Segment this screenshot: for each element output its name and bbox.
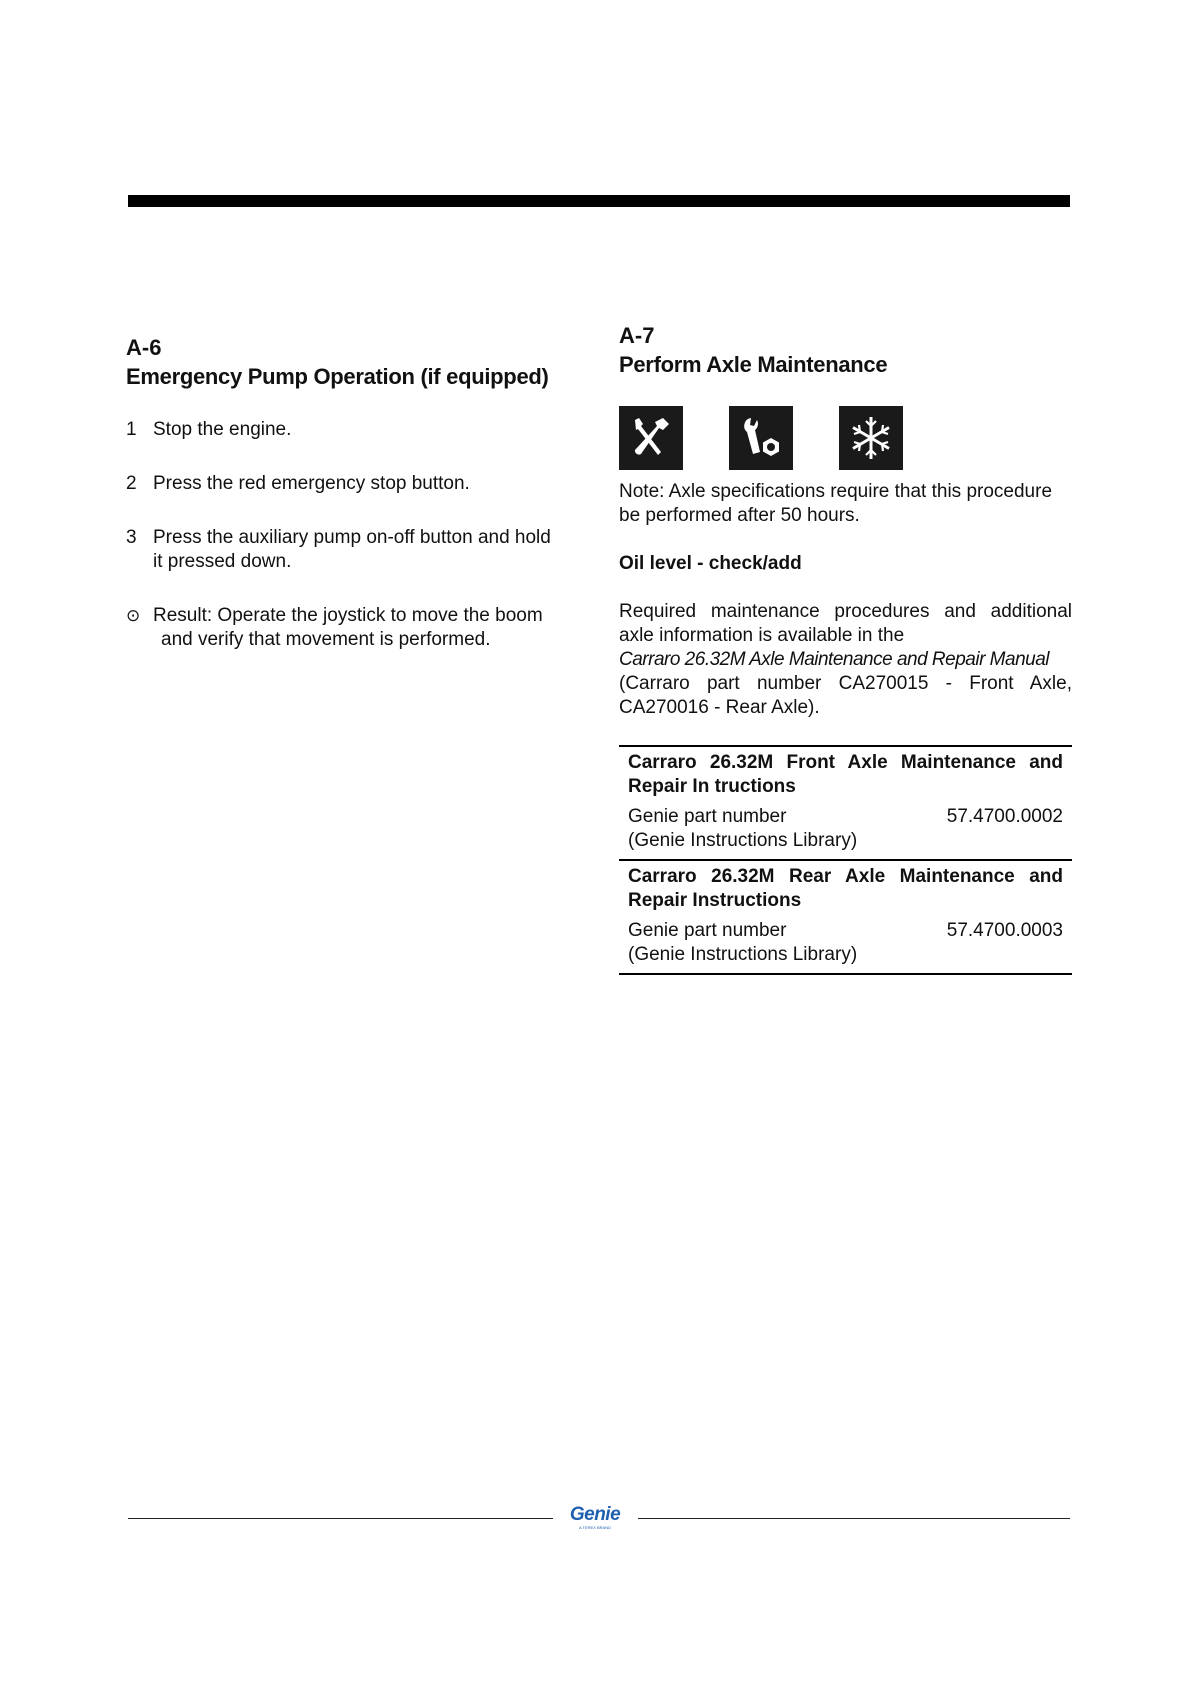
result-line: Result: Operate the joystick to move the boom bbox=[153, 605, 543, 626]
step-text: Stop the engine. bbox=[153, 419, 292, 440]
result-item bbox=[126, 604, 586, 652]
section-title: Emergency Pump Operation (if equipped) bbox=[126, 364, 549, 389]
part-label: Genie part number bbox=[628, 806, 787, 827]
manual-title: Carraro 26.32M Axle Maintenance and Repair Manual bbox=[619, 649, 1049, 670]
paragraph-line: (Carraro part number CA270015 - Front Axle, CA270016 - Rear Axle). bbox=[619, 673, 1072, 718]
maintenance-icons bbox=[619, 406, 1072, 472]
wrench-nut-icon bbox=[729, 406, 793, 470]
step-number: 3 bbox=[126, 527, 137, 548]
result-line: and verify that movement is performed. bbox=[161, 629, 491, 650]
footer-rule-right bbox=[638, 1518, 1070, 1519]
section-code: A-7 bbox=[619, 323, 655, 348]
logo-tagline: A TEREX BRAND bbox=[579, 1525, 611, 1530]
list-item bbox=[126, 472, 586, 496]
footer-rule-left bbox=[128, 1518, 553, 1519]
step-text-line: Press the auxiliary pump on-off button and hold bbox=[153, 527, 551, 548]
part-number-row bbox=[628, 919, 1063, 943]
step-number: 2 bbox=[126, 473, 137, 494]
part-label: Genie part number bbox=[628, 920, 787, 941]
section-code: A-6 bbox=[126, 335, 162, 360]
result-icon: ⊙ bbox=[126, 606, 141, 625]
step-number: 1 bbox=[126, 419, 137, 440]
snowflake-icon bbox=[839, 406, 903, 470]
note-text: Note: Axle specifications require that this procedure be performed after 50 hours. bbox=[619, 481, 1053, 526]
step-list bbox=[126, 418, 586, 652]
step-text bbox=[153, 526, 586, 574]
result-text bbox=[153, 604, 586, 652]
library-label: (Genie Instructions Library) bbox=[628, 830, 858, 851]
reference-title: Carraro 26.32M Front Axle Maintenance and Repair In tructions bbox=[628, 752, 1063, 797]
reference-table bbox=[619, 745, 1072, 975]
tools-icon bbox=[619, 406, 683, 470]
logo-wordmark: Genie bbox=[569, 1504, 621, 1525]
list-item bbox=[126, 526, 586, 574]
part-number: 57.4700.0002 bbox=[946, 806, 1063, 827]
part-number: 57.4700.0003 bbox=[946, 920, 1063, 941]
genie-logo bbox=[565, 1505, 625, 1530]
part-number-row bbox=[628, 805, 1063, 829]
section-title: Perform Axle Maintenance bbox=[619, 352, 888, 377]
table-row bbox=[619, 859, 1072, 973]
library-label: (Genie Instructions Library) bbox=[628, 944, 858, 965]
section-a6 bbox=[126, 334, 586, 682]
header-rule bbox=[128, 195, 1070, 207]
manual-reference-paragraph bbox=[619, 600, 1072, 720]
section-a7 bbox=[619, 322, 1072, 975]
list-item bbox=[126, 418, 586, 442]
step-text-line: it pressed down. bbox=[153, 551, 292, 572]
reference-title: Carraro 26.32M Rear Axle Maintenance and Repair Instructions bbox=[628, 866, 1063, 911]
step-text: Press the red emergency stop button. bbox=[153, 473, 470, 494]
table-row bbox=[619, 747, 1072, 859]
paragraph-line: Required maintenance procedures and additional axle information is available in the bbox=[619, 601, 1072, 646]
subheading: Oil level - check/add bbox=[619, 553, 802, 574]
